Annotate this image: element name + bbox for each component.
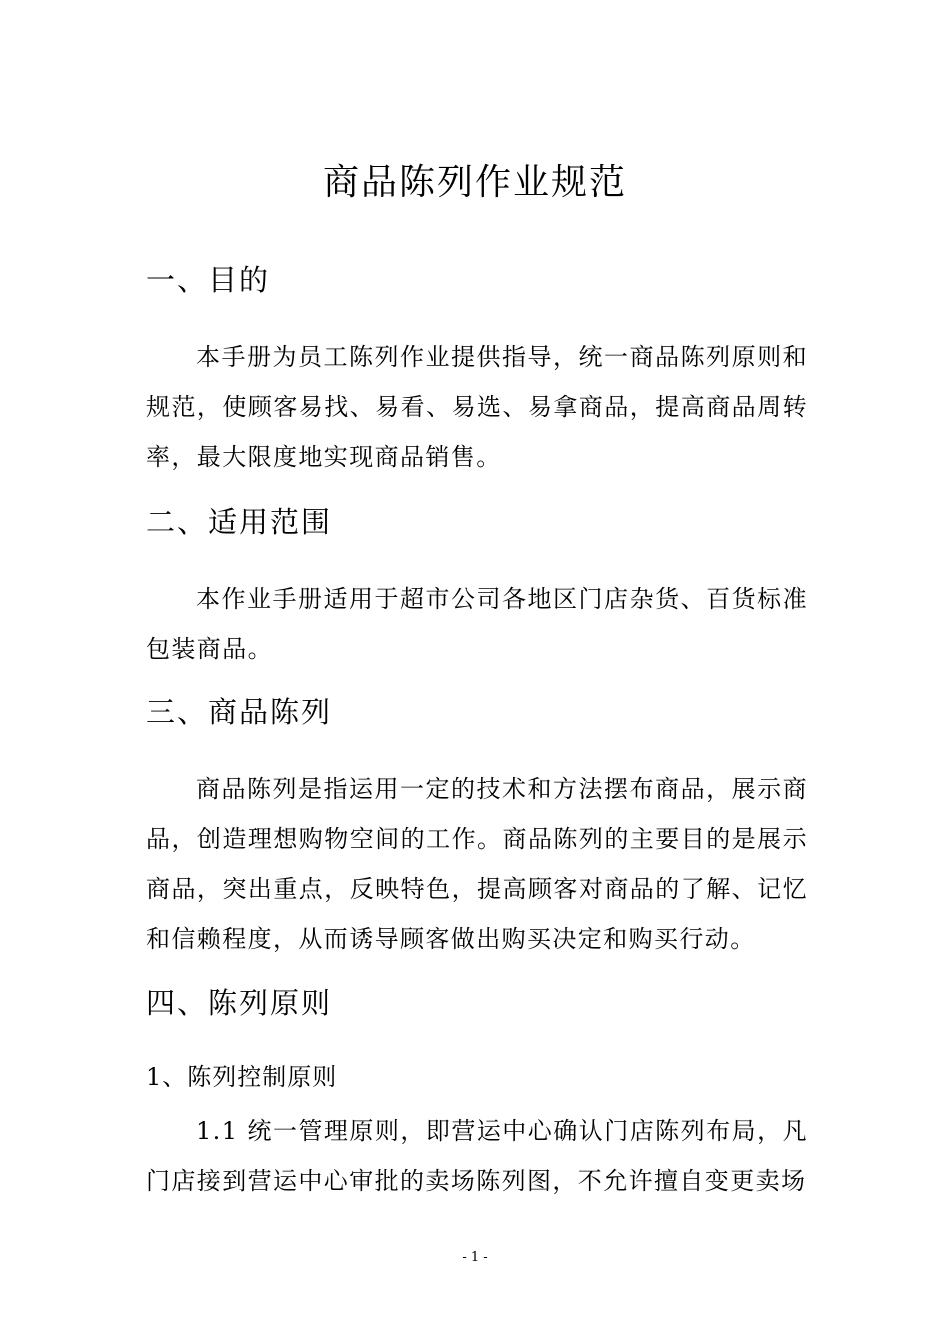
section-heading-principles: 四、陈列原则 [146,986,333,1020]
section-paragraph-purpose: 本手册为员工陈列作业提供指导，统一商品陈列原则和规范，使顾客易找、易看、易选、易拿商品，提高商品周转率，最大限度地实现商品销售。 [146,343,808,471]
section-paragraph-principles: 1.1 统一管理原则，即营运中心确认门店陈列布局，凡门店接到营运中心审批的卖场陈列图，不允许擅自变更卖场 [146,1117,808,1195]
section-heading-purpose: 一、目的 [146,263,271,297]
section-paragraph-scope: 本作业手册适用于超市公司各地区门店杂货、百货标准包装商品。 [146,585,808,663]
section-heading-scope: 二、适用范围 [146,505,333,539]
document-title: 商品陈列作业规范 [322,162,627,203]
section-paragraph-display: 商品陈列是指运用一定的技术和方法摆布商品，展示商品，创造理想购物空间的工作。商品陈列的主要目的是展示商品，突出重点，反映特色，提高顾客对商品的了解、记忆和信赖程度，从而诱导顾客做出购买决定和购买行动。 [146,775,808,953]
section-heading-display: 三、商品陈列 [146,695,333,729]
section-subheading-control: 1、陈列控制原则 [146,1063,338,1091]
page-number: - 1 - [462,1250,488,1265]
